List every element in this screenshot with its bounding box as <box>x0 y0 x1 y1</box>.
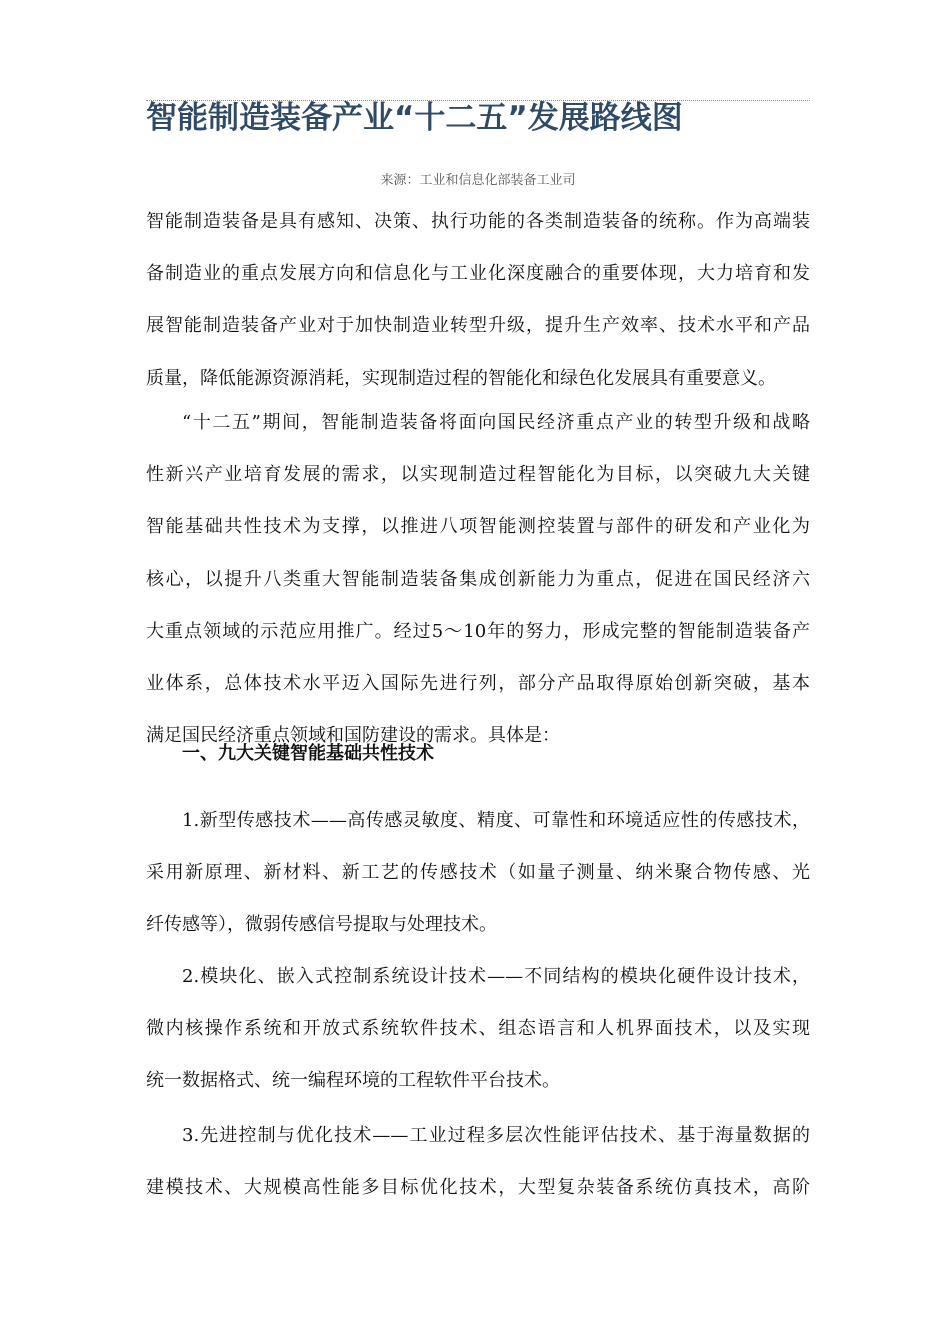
item-line: 1.新型传感技术——高传感灵敏度、精度、可靠性和环境适应性的传感技术， <box>182 810 810 831</box>
document-title: 智能制造装备产业“十二五”发展路线图 <box>146 100 683 136</box>
tech-item-2 <box>146 951 810 1108</box>
document-source: 来源：工业和信息化部装备工业司 <box>380 173 576 188</box>
paragraph-line: 质量，降低能源资源消耗，实现制造过程的智能化和绿色化发展具有重要意义。 <box>146 367 776 389</box>
plan-paragraph <box>146 397 810 762</box>
paragraph-line: 智能基础共性技术为支撑，以推进八项智能测控装置与部件的研发和产业化为 <box>146 516 810 538</box>
paragraph-line: 备制造业的重点发展方向和信息化与工业化深度融合的重要体现，大力培育和发 <box>146 263 810 285</box>
item-line: 采用新原理、新材料、新工艺的传感技术（如量子测量、纳米聚合物传感、光 <box>146 862 810 884</box>
paragraph-line: “十二五”期间，智能制造装备将面向国民经济重点产业的转型升级和战略 <box>182 412 810 433</box>
tech-item-1 <box>146 795 810 952</box>
item-line: 2.模块化、嵌入式控制系统设计技术——不同结构的模块化硬件设计技术， <box>182 966 810 987</box>
item-line: 建模技术、大规模高性能多目标优化技术，大型复杂装备系统仿真技术，高阶 <box>146 1177 810 1199</box>
item-line: 微内核操作系统和开放式系统软件技术、组态语言和人机界面技术，以及实现 <box>146 1018 810 1040</box>
paragraph-line: 核心，以提升八类重大智能制造装备集成创新能力为重点，促进在国民经济六 <box>146 568 810 590</box>
item-line: 统一数据格式、统一编程环境的工程软件平台技术。 <box>146 1070 560 1092</box>
item-line: 纤传感等），微弱传感信号提取与处理技术。 <box>146 914 497 936</box>
section-heading: 一、九大关键智能基础共性技术 <box>182 743 434 764</box>
paragraph-line: 智能制造装备是具有感知、决策、执行功能的各类制造装备的统称。作为高端装 <box>146 211 810 232</box>
paragraph-line: 展智能制造装备产业对于加快制造业转型升级，提升生产效率、技术水平和产品 <box>146 315 810 337</box>
paragraph-line: 性新兴产业培育发展的需求，以实现制造过程智能化为目标，以突破九大关键 <box>146 464 810 486</box>
paragraph-line: 大重点领域的示范应用推广。经过5～10年的努力，形成完整的智能制造装备产 <box>146 620 810 642</box>
paragraph-line: 业体系，总体技术水平迈入国际先进行列，部分产品取得原始创新突破，基本 <box>146 672 810 694</box>
intro-paragraph <box>146 196 810 405</box>
tech-item-3 <box>146 1110 810 1214</box>
paragraph-line: 满足国民经济重点领域和国防建设的需求。具体是： <box>146 725 560 747</box>
item-line: 3.先进控制与优化技术——工业过程多层次性能评估技术、基于海量数据的 <box>182 1125 810 1146</box>
